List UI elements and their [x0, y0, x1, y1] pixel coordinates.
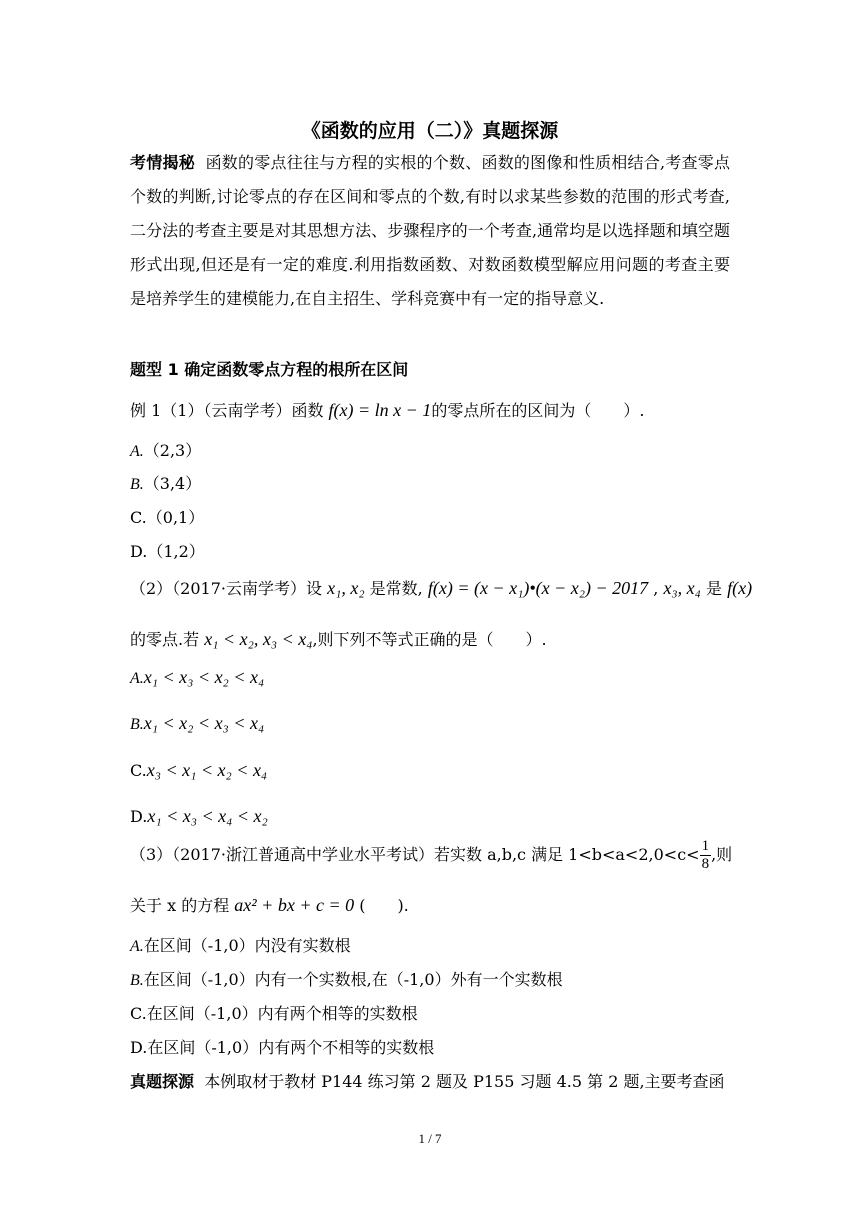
q2-line2-prefix: 的零点.若	[130, 630, 205, 649]
source-label: 真题探源	[130, 1072, 195, 1091]
q2-option-b	[130, 713, 264, 734]
option-text: 在区间（-1,0）内有一个实数根,在（-1,0）外有一个实数根	[143, 970, 563, 989]
q1-suffix: 的零点所在的区间为（ ）.	[431, 401, 645, 420]
section-heading: 题型 1 确定函数零点方程的根所在区间	[130, 360, 409, 379]
q2-vars2: x₃, x₄	[663, 578, 701, 598]
intro-paragraph	[130, 146, 730, 316]
option-text: （2,3）	[143, 441, 202, 460]
option-letter: D.	[130, 807, 148, 826]
option-text: （0,1）	[146, 508, 205, 527]
option-text: 在区间（-1,0）内没有实数根	[143, 936, 351, 955]
q3-line2-suffix: ( ).	[354, 896, 409, 915]
q1-option-a	[130, 438, 201, 461]
q2-formula: f(x) = (x − x₁)•(x − x₂) − 2017	[427, 578, 649, 598]
q3-option-c	[130, 1001, 418, 1024]
option-letter: A.	[130, 938, 144, 955]
intro-text: 函数的零点往往与方程的实根的个数、函数的图像和性质相结合,考查零点个数的判断,讨论零点的存在区间和零点的个数,有时以求某些参数的范围的形式考查,二分法的考查主要是对其思想方法、步骤程序的一个考查,通常均是以选择题和填空题形式出现,但还是有一定的难度.利用指数函数、对数函数模型解应用问题的考查主要是培养学生的建模能力,在自主招生、学科竞赛中有一定的指导意义.	[130, 153, 730, 308]
q1-option-d	[130, 539, 205, 562]
option-letter: D.	[130, 542, 148, 561]
q1-stem	[130, 398, 644, 421]
option-letter: A.	[130, 670, 144, 687]
option-text: x₁ < x₃ < x₄ < x₂	[147, 806, 268, 826]
option-text: （3,4）	[143, 474, 202, 493]
q2-vars1: x₁, x₂	[327, 578, 365, 598]
option-text: x₃ < x₁ < x₂ < x₄	[146, 760, 268, 780]
option-text: x₁ < x₃ < x₂ < x₄	[143, 667, 265, 687]
q2-prefix: （2）（2017·云南学考）设	[130, 579, 328, 598]
page-title: 《函数的应用（二）》真题探源	[301, 120, 559, 142]
option-text: x₁ < x₂ < x₃ < x₄	[143, 713, 265, 733]
page-number: 1 / 7	[418, 1131, 442, 1146]
q2-mid2: ,	[648, 579, 664, 598]
option-letter: D.	[130, 1038, 148, 1057]
q2-fx: f(x)	[727, 578, 753, 598]
option-text: （1,2）	[147, 542, 205, 561]
q3-stem-line2	[130, 893, 409, 916]
option-letter: B.	[130, 476, 144, 493]
option-letter: C.	[130, 1004, 147, 1023]
fraction-numerator: 1	[701, 838, 710, 854]
q2-mid3: 是	[700, 579, 728, 598]
q3-option-b	[130, 967, 563, 990]
q2-stem-line1	[130, 576, 752, 599]
q2-option-c	[130, 760, 267, 781]
q3-option-d	[130, 1035, 434, 1058]
q3-prefix: （3）（2017·浙江普通高中学业水平考试）若实数 a,b,c 满足 1<b<a<2,0<c<	[130, 845, 700, 864]
q1-option-b	[130, 471, 201, 494]
q2-line2-suffix: ,则下列不等式正确的是（ ）.	[312, 630, 547, 649]
intro-label: 考情揭秘	[130, 153, 195, 172]
option-text: 在区间（-1,0）内有两个相等的实数根	[146, 1004, 418, 1023]
q3-suffix: ,则	[711, 845, 733, 864]
option-letter: B.	[130, 716, 144, 733]
option-letter: A.	[130, 443, 144, 460]
q1-prefix: 例 1（1）（云南学考）函数	[130, 401, 329, 420]
option-letter: C.	[130, 761, 147, 780]
source-paragraph	[130, 1069, 725, 1092]
q3-stem-line1	[130, 838, 732, 873]
option-letter: B.	[130, 972, 144, 989]
q2-condition: x₁ < x₂, x₃ < x₄	[204, 629, 313, 649]
q2-option-d	[130, 806, 268, 827]
q1-option-c	[130, 505, 204, 528]
option-letter: C.	[130, 508, 147, 527]
q1-formula: f(x) = ln x − 1	[328, 400, 432, 420]
source-text: 本例取材于教材 P144 练习第 2 题及 P155 习题 4.5 第 2 题,主要考查函	[204, 1072, 725, 1091]
q2-mid1: 是常数,	[364, 579, 428, 598]
option-text: 在区间（-1,0）内有两个不相等的实数根	[147, 1038, 435, 1057]
fraction-denominator: 8	[701, 856, 710, 872]
q3-option-a	[130, 933, 351, 956]
q3-line2-prefix: 关于 x 的方程	[130, 896, 235, 915]
q2-stem-line2	[130, 627, 547, 650]
q3-formula: ax² + bx + c = 0	[234, 895, 355, 915]
fraction	[700, 838, 712, 873]
q2-option-a	[130, 667, 264, 688]
